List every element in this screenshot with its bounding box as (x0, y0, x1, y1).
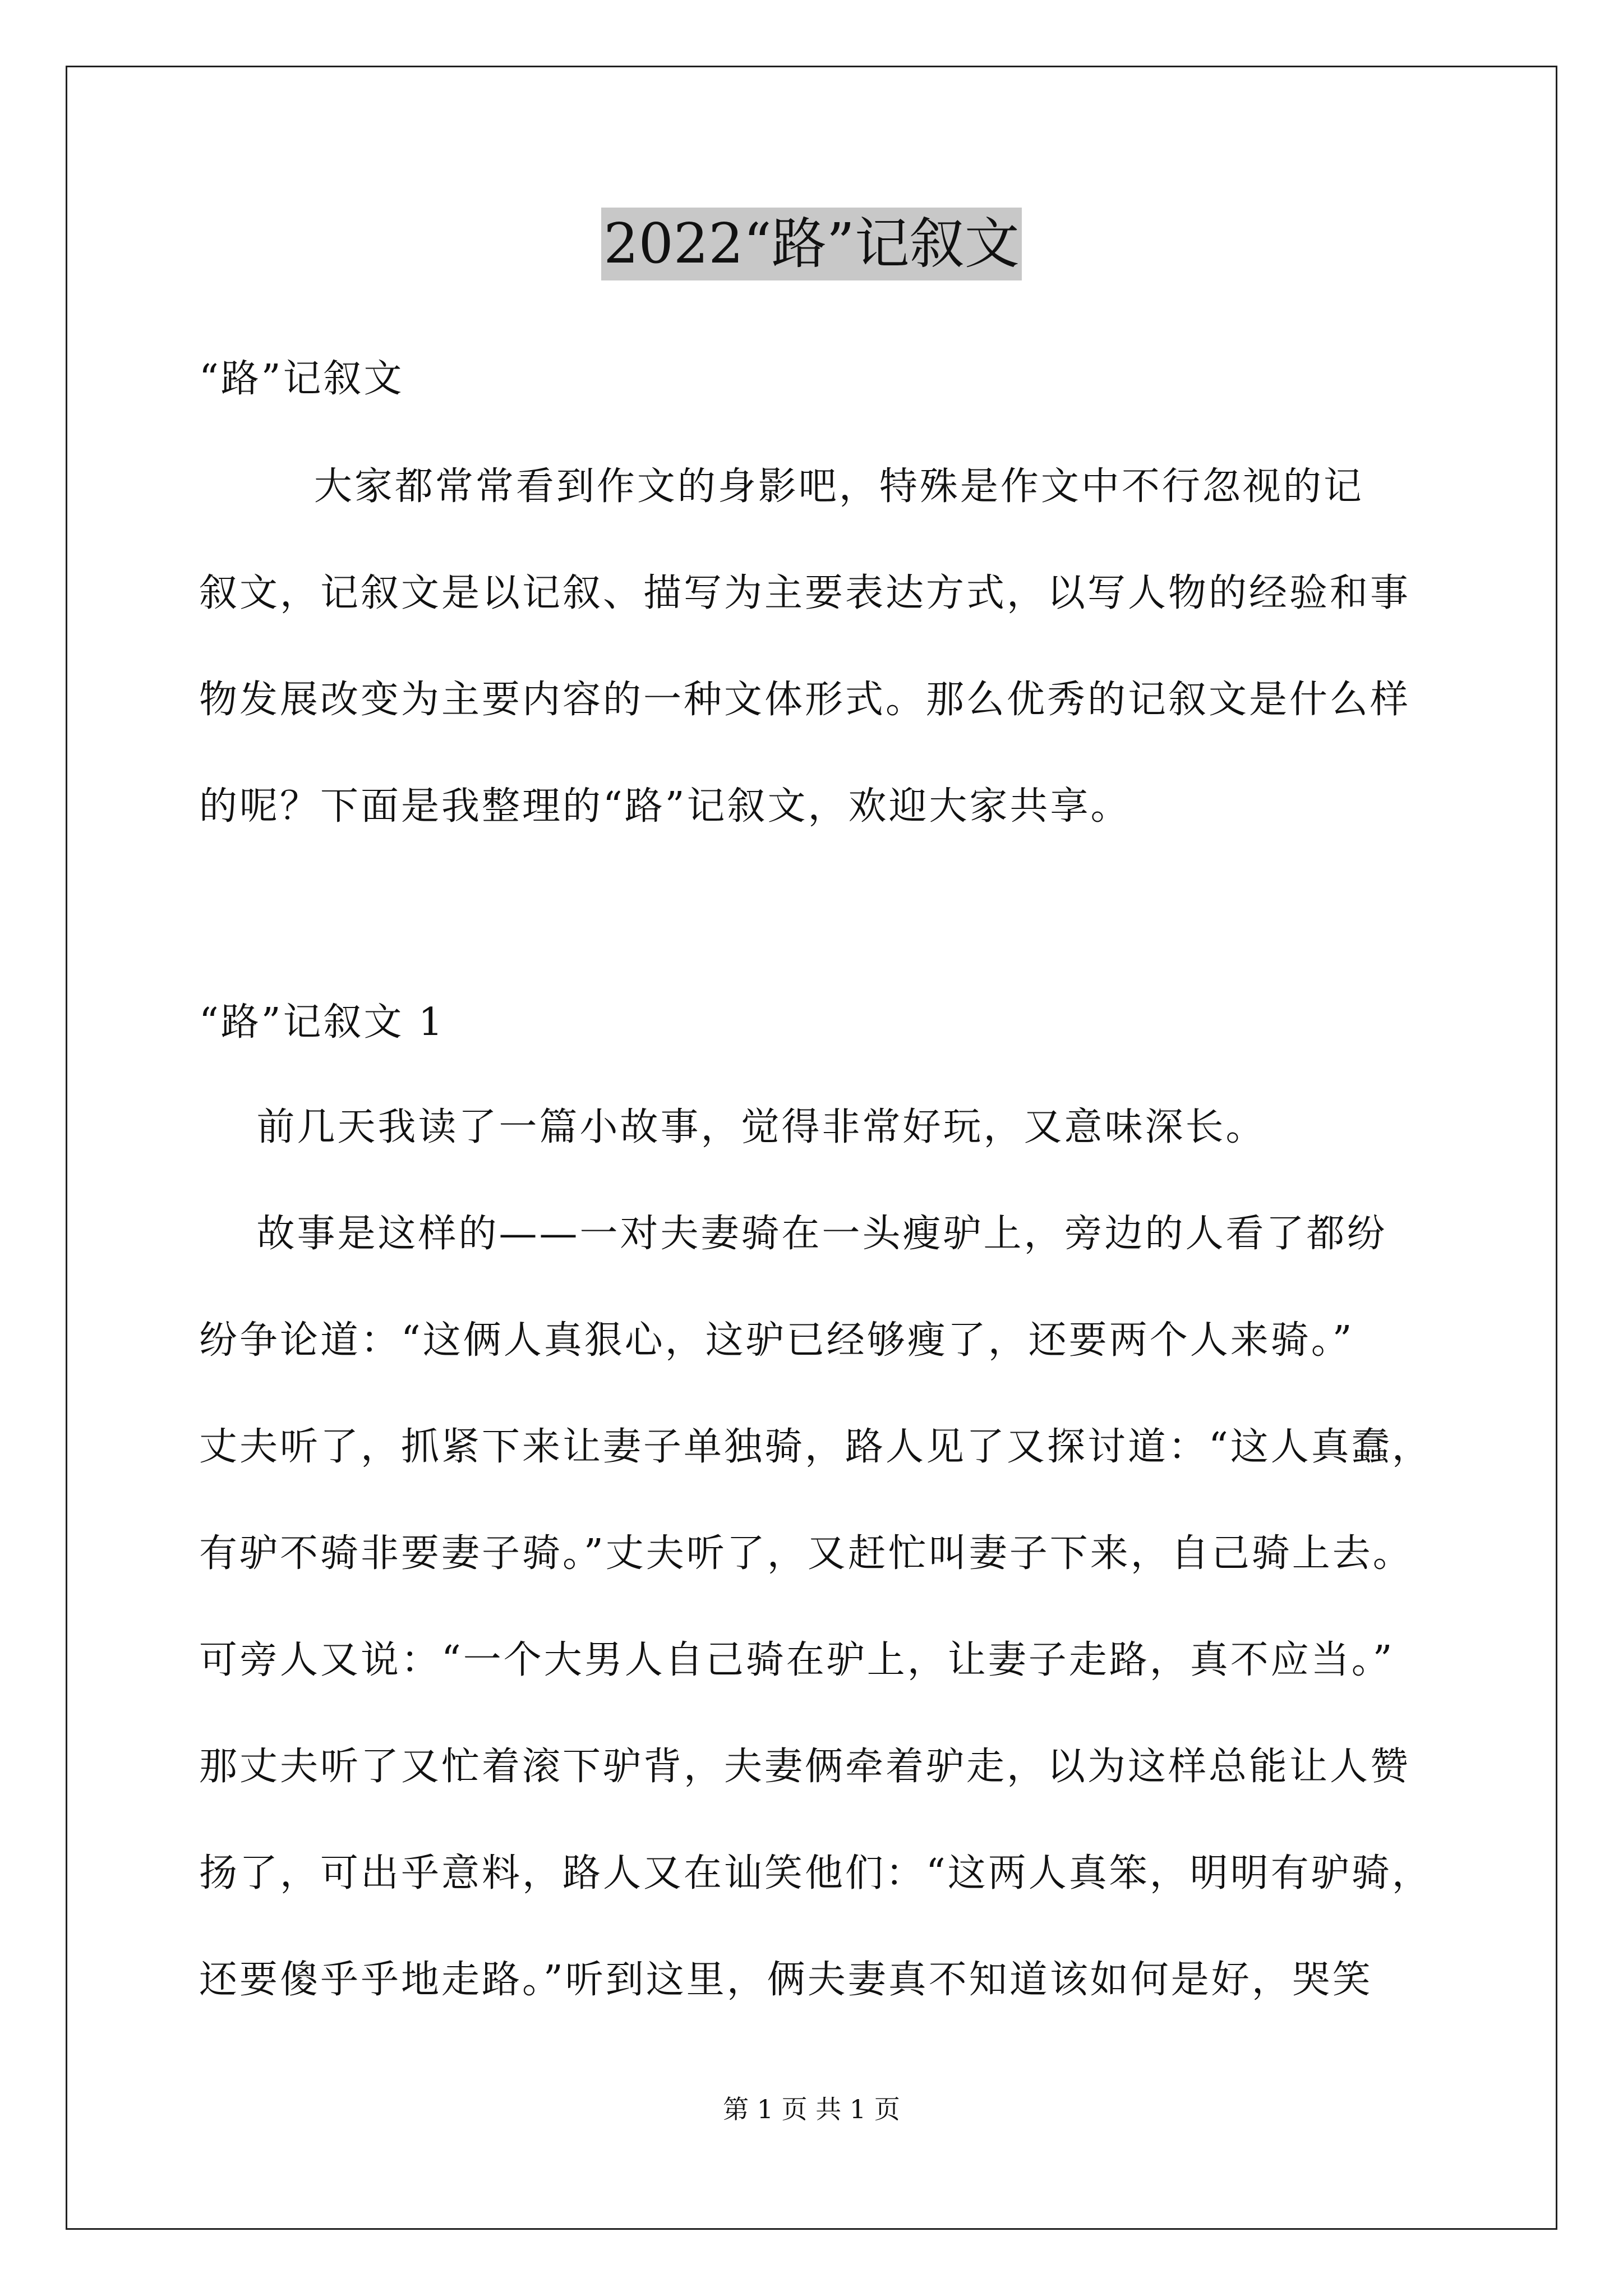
document-title: 2022“路”记叙文 (601, 208, 1022, 280)
body-line: 有驴不骑非要妻子骑。”丈夫听了，又赶忙叫妻子下来，自己骑上去。 (199, 1531, 1413, 1576)
body-line: 那丈夫听了又忙着滚下驴背，夫妻俩牵着驴走，以为这样总能让人赞 (199, 1745, 1411, 1789)
body-line: 丈夫听了，抓紧下来让妻子单独骑，路人见了又探讨道：“这人真蠢， (199, 1425, 1432, 1469)
document-title-wrap (0, 208, 1623, 280)
body-line: 前几天我读了一篇小故事，觉得非常好玩，又意味深长。 (199, 1105, 1266, 1149)
intro-line: 叙文，记叙文是以记叙、描写为主要表达方式，以写人物的经验和事 (199, 571, 1411, 615)
section-heading: “路”记叙文 1 (199, 1000, 445, 1045)
intro-line: 的呢？下面是我整理的“路”记叙文，欢迎大家共享。 (199, 784, 1131, 829)
body-line: 扬了，可出乎意料，路人又在讪笑他们：“这两人真笨，明明有驴骑， (199, 1851, 1432, 1895)
subtitle: “路”记叙文 (199, 357, 404, 401)
intro-line: 物发展改变为主要内容的一种文体形式。那么优秀的记叙文是什么样 (199, 678, 1411, 722)
body-line: 故事是这样的——一对夫妻骑在一头瘦驴上，旁边的人看了都纷 (199, 1212, 1387, 1256)
body-line: 还要傻乎乎地走路。”听到这里，俩夫妻真不知道该如何是好，哭笑 (199, 1958, 1373, 2002)
intro-line: 大家都常常看到作文的身影吧，特殊是作文中不行忽视的记 (199, 464, 1364, 509)
page-footer: 第 1 页 共 1 页 (723, 2094, 900, 2124)
body-line: 纷争论道：“这俩人真狠心，这驴已经够瘦了，还要两个人来骑。” (199, 1318, 1354, 1363)
body-line: 可旁人又说：“一个大男人自己骑在驴上，让妻子走路，真不应当。” (199, 1638, 1395, 1682)
